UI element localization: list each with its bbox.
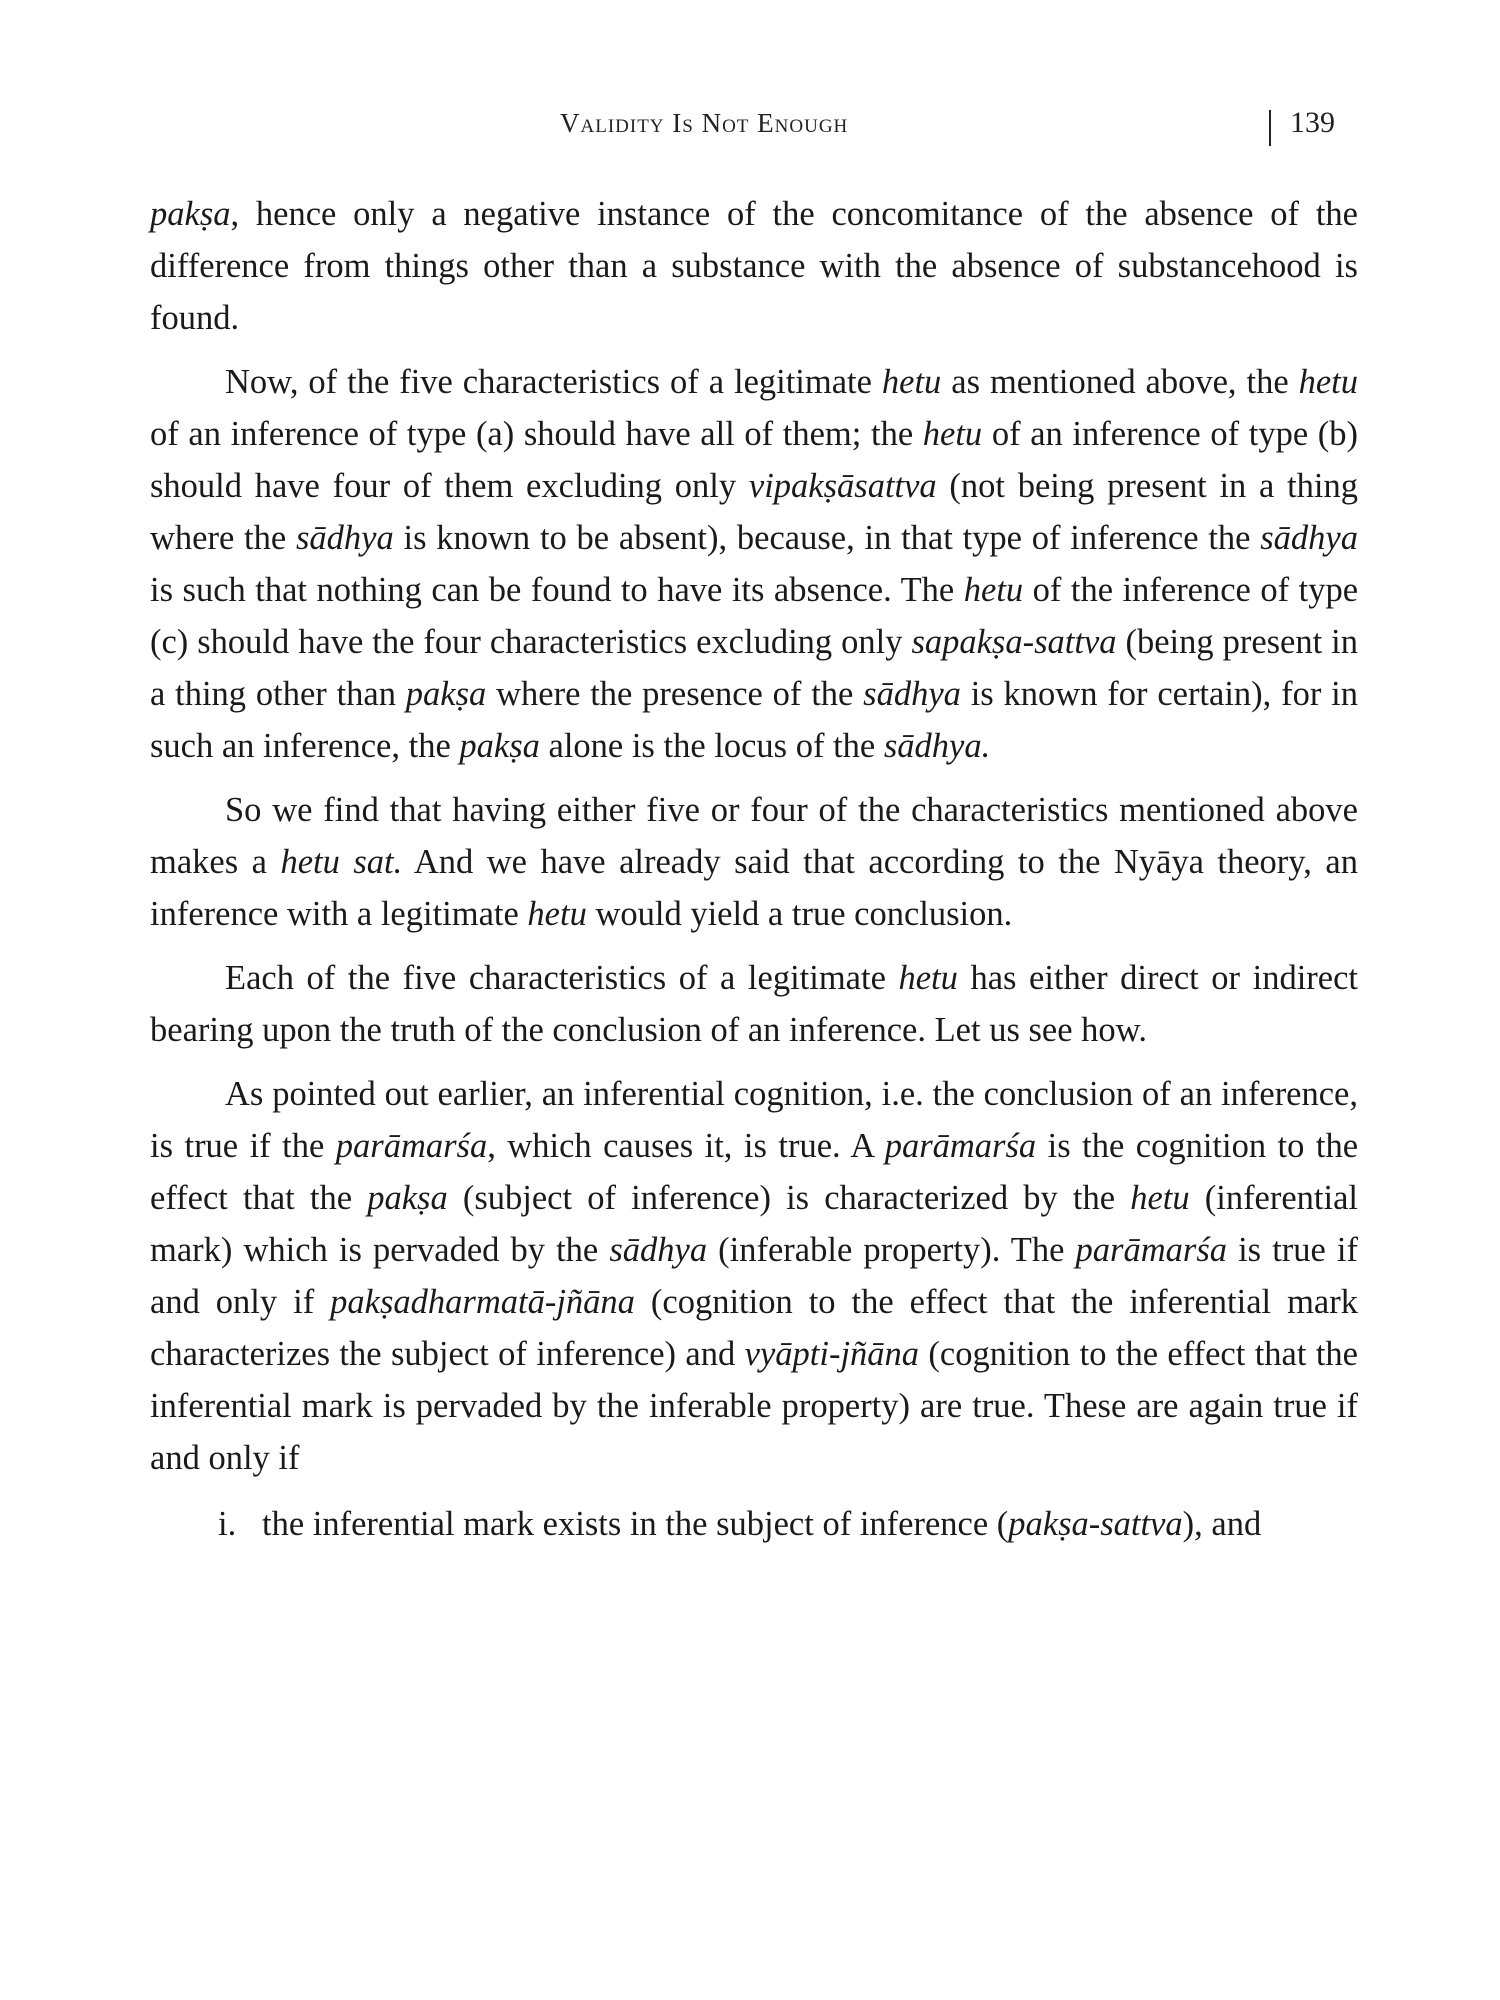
text: Now, of the five characteristics of a legitimate: [225, 363, 882, 401]
text: is true if and only if: [150, 1231, 1358, 1321]
term: hetu: [1298, 363, 1358, 401]
text: is known to be absent), because, in that type of inference the: [393, 519, 1261, 557]
term: parāmarśa: [884, 1127, 1037, 1165]
term: sādhya: [1260, 519, 1358, 557]
paragraph-5: [150, 1068, 1358, 1484]
text: (being present in a thing other than: [150, 623, 1358, 713]
running-title: Validity Is Not Enough: [560, 108, 849, 138]
text: (cognition to the effect that the inferential mark characterizes the subject of inference) and: [150, 1283, 1358, 1373]
paragraph-3: [150, 784, 1358, 940]
term: pakṣadharmatā-jñāna: [330, 1283, 635, 1321]
term: hetu: [881, 363, 942, 401]
term: pakṣa: [405, 675, 487, 713]
running-head: [0, 108, 1500, 148]
term: hetu sat.: [280, 843, 403, 881]
text: Each of the five characteristics of a legitimate: [225, 959, 899, 997]
term: hetu: [922, 415, 983, 453]
text: the inferential mark exists in the subject of inference (: [262, 1505, 1009, 1543]
text: , hence only a negative instance of the concomitance of the absence of the difference from things other than a substance with the absence of substancehood is found.: [150, 195, 1358, 337]
paragraph-1: [150, 188, 1358, 344]
term: vyāpti-jñāna: [744, 1335, 920, 1373]
text: (subject of inference) is characterized by the: [447, 1179, 1131, 1217]
paragraph-2: [150, 356, 1358, 772]
text: ), and: [1182, 1505, 1262, 1543]
term: hetu: [1130, 1179, 1190, 1217]
text: of an inference of type (a) should have all of them; the: [150, 415, 923, 453]
text: is known for certain), for in such an inference, the: [150, 675, 1358, 765]
text: (not being present in a thing where the: [150, 467, 1359, 557]
term: hetu: [963, 571, 1024, 609]
text: alone is the locus of the: [539, 727, 884, 765]
body-text: [150, 188, 1358, 1550]
text: has either direct or indirect bearing upon the truth of the conclusion of an inference. Let us see how.: [150, 959, 1358, 1049]
term: parāmarśa: [1075, 1231, 1227, 1269]
term: sapakṣa-sattva: [911, 623, 1117, 661]
text: is the cognition to the effect that the: [150, 1127, 1359, 1217]
text: would yield a true conclusion.: [586, 895, 1013, 933]
paragraph-4: [150, 952, 1358, 1056]
term: hetu: [898, 959, 958, 997]
term: sādhya: [609, 1231, 708, 1269]
term: sādhya.: [883, 727, 991, 765]
text: of the inference of type (c) should have the four characteristics excluding only: [150, 571, 1359, 661]
term: pakṣa: [367, 1179, 448, 1217]
text: is such that nothing can be found to have its absence. The: [150, 571, 964, 609]
term: sādhya: [295, 519, 394, 557]
text: (inferable property). The: [707, 1231, 1076, 1269]
term: pakṣa: [150, 195, 231, 233]
list-marker: i.: [218, 1505, 237, 1543]
term: pakṣa: [459, 727, 540, 765]
text: (inferential mark) which is pervaded by the: [150, 1179, 1358, 1269]
term: vipakṣāsattva: [748, 467, 937, 505]
header-rule: [1269, 110, 1271, 146]
text: of an inference of type (b) should have four of them excluding only: [150, 415, 1358, 505]
text: as mentioned above, the: [941, 363, 1299, 401]
text: , which causes it, is true. A: [487, 1127, 885, 1165]
text: And we have already said that according to the Nyāya theory, an inference with a legitimate: [150, 843, 1358, 933]
text: (cognition to the effect that the inferential mark is pervaded by the inferable property) are true. These are again true if and only if: [150, 1335, 1358, 1477]
text: As pointed out earlier, an inferential cognition, i.e. the conclusion of an inference, is true if the: [150, 1075, 1358, 1165]
term: parāmarśa: [335, 1127, 488, 1165]
term: pakṣa-sattva: [1008, 1505, 1183, 1543]
term: sādhya: [863, 675, 961, 713]
list-item: [150, 1498, 1358, 1550]
text: So we find that having either five or four of the characteristics mentioned above makes a: [150, 791, 1358, 881]
term: hetu: [527, 895, 587, 933]
text: where the presence of the: [486, 675, 864, 713]
page-number: 139: [1290, 106, 1335, 139]
